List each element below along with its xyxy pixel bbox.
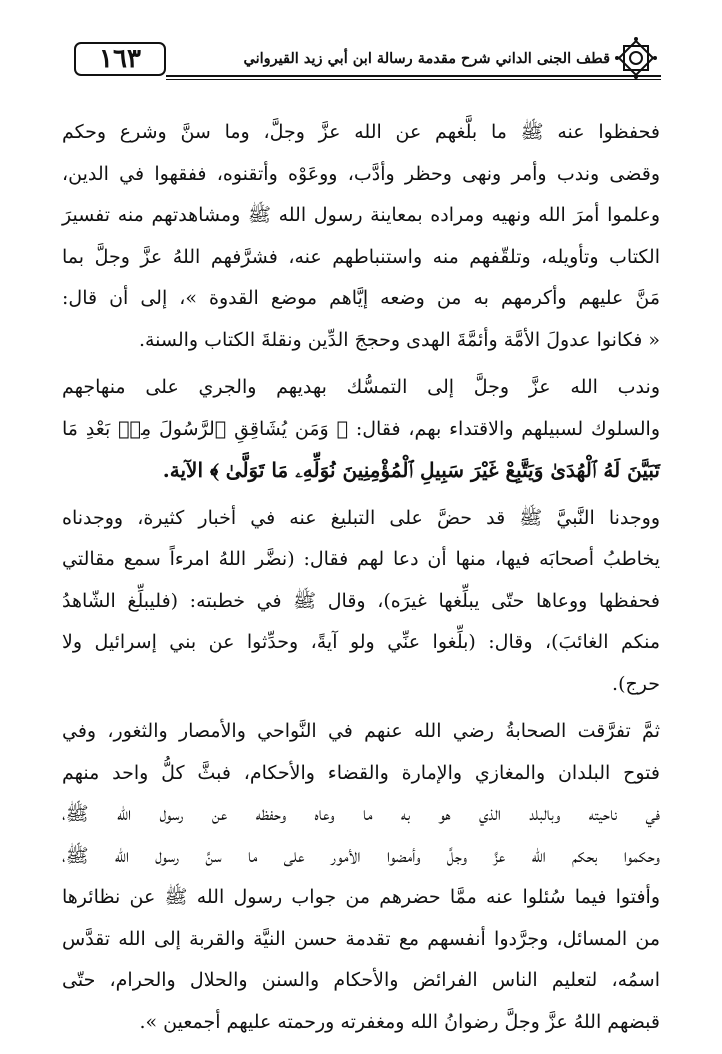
- text-line: وعلموا أمرَ الله ونهيه ومراده بمعاينة رسول الله ﷺ ومشاهدتهم منه تفسيرَ: [62, 204, 660, 226]
- text-line: وأفتوا فيما سُئلوا عنه ممَّا حضرهم من جواب رسول الله ﷺ عن نظائرها: [62, 886, 660, 908]
- main-text: [62, 112, 660, 1043]
- text-line: مَنَّ عليهم وأكرمهم به من وضعه إيَّاهم موضع القدوة »، إلى أن قال:: [62, 287, 660, 309]
- text-line: في ناحيته وبالبلد الذي هو به ما وعاه وحفظه عن رسول الله ﷺ،: [62, 803, 660, 825]
- quran-verse-line: تَبَيَّنَ لَهُ ٱلْهُدَىٰ وَيَتَّبِعْ غَيْرَ سَبِيلِ ٱلْمُؤْمِنِينَ نُوَلِّهِۦ مَا تَوَلَّىٰ ﴾ الآية.: [162, 458, 660, 482]
- ornamental-star-icon: [614, 36, 658, 80]
- text-line: من المسائل، وجرَّدوا أنفسهم مع تقدمة حسن النيَّة والقربة إلى الله تقدَّس: [62, 927, 660, 950]
- text-line: وحكموا بحكم الله عزَّ وجلَّ وأمضوا الأمور على ما سنَّ رسول الله ﷺ،: [62, 844, 660, 867]
- page-header: [70, 38, 670, 82]
- header-rule: [166, 75, 661, 77]
- text-line: قبضهم اللهُ عزَّ وجلَّ رضوانُ الله ومغفرته ورحمته عليهم أجمعين ».: [139, 1010, 660, 1033]
- text-line: اسمُه، لتعليم الناس الفرائض والأحكام والسنن والحلال والحرام، حتّى: [62, 969, 660, 991]
- text-line: « فكانوا عدولَ الأمَّة وأئمَّةَ الهدى وحججَ الدِّين ونقلةَ الكتاب والسنة.: [138, 328, 660, 351]
- text-line: وقضى وندب وأمر ونهى وحظر وأدَّب، ووعَوْه وأتقنوه، ففقهوا في الدين،: [62, 162, 660, 185]
- page-number: ١٦٣: [74, 42, 166, 76]
- running-title: قطف الجنى الداني شرح مقدمة رسالة ابن أبي زيد القيرواني: [243, 50, 610, 67]
- text-line: فحفظوا عنه ﷺ ما بلَّغهم عن الله عزَّ وجلَّ، وما سنَّ وشرع وحكم: [62, 121, 660, 143]
- text-line: والسلوك لسبيلهم والاقتداء بهم، فقال: ﴿ وَمَن يُشَاقِقِ ٱلرَّسُولَ مِنۢ بَعْدِ مَا: [62, 417, 660, 440]
- text-line: حرج).: [612, 672, 660, 695]
- text-line: يخاطبُ أصحابَه فيها، منها أن دعا لهم فقال: (نضَّر اللهُ امرءاً سمع مقالتي: [62, 548, 660, 570]
- header-rule-thin: [166, 79, 661, 80]
- text-line: ثمَّ تفرَّقت الصحابةُ رضي الله عنهم في النَّواحي والأمصار والثغور، وفي: [62, 720, 660, 742]
- text-line: ووجدنا النَّبيَّ ﷺ قد حضَّ على التبليغ عنه في أخبار كثيرة، ووجدناه: [62, 506, 660, 529]
- text-line: وندب الله عزَّ وجلَّ إلى التمسُّك بهديهم والجري على منهاجهم: [62, 376, 660, 398]
- text-line: منكم الغائبَ)، وقال: (بلِّغوا عنِّي ولو آيةً، وحدِّثوا عن بني إسرائيل ولا: [62, 631, 660, 653]
- text-line: فحفظها ووعاها حتّى يبلِّغها غيرَه)، وقال ﷺ في خطبته: (فليبلِّغ الشّاهدُ: [62, 589, 660, 612]
- text-line: الكتاب وتأويله، وتلقّفهم منه واستنباطهم عنه، فشرَّفهم اللهُ عزَّ وجلَّ بما: [62, 245, 660, 268]
- text-line: فتوح البلدان والمغازي والإمارة والقضاء والأحكام، فبثَّ كلُّ واحد منهم: [62, 761, 660, 784]
